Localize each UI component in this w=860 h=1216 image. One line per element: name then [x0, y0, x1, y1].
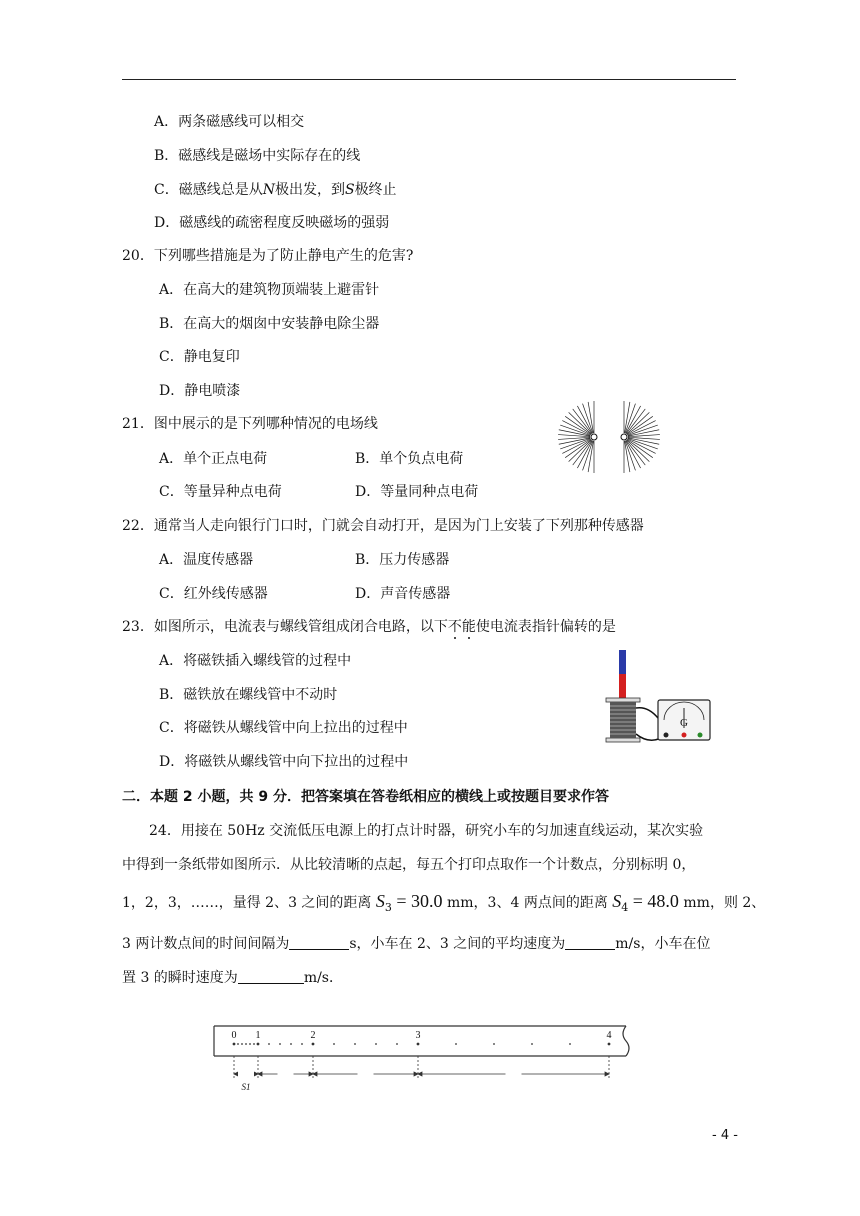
field-line — [569, 412, 592, 434]
tape-dot — [455, 1043, 457, 1045]
field-line — [627, 412, 650, 434]
field-line — [569, 440, 592, 462]
q19-option-a: A．两条磁感线可以相交 — [154, 114, 305, 130]
solenoid — [606, 698, 640, 742]
label-bg — [278, 1068, 294, 1080]
tape-label: 3 — [415, 1030, 421, 1041]
meter-label: G — [680, 717, 688, 729]
q20-stem: 20．下列哪些措施是为了防止静电产生的危害? — [122, 248, 414, 264]
tape-dot — [301, 1043, 303, 1045]
q22-option-b: B．压力传感器 — [355, 552, 450, 568]
q20-option-b: B．在高大的烟囱中安装静电除尘器 — [159, 316, 380, 332]
q19-option-c: C．磁感线总是从N极出发，到S极终止 — [154, 182, 397, 198]
span-label: S1 — [241, 1082, 251, 1092]
arrow-head — [418, 1072, 422, 1076]
tape-label: 2 — [310, 1030, 316, 1041]
tape-dot — [569, 1043, 571, 1045]
tape-dot — [375, 1043, 377, 1045]
section-2-heading: 二．本题 2 小题，共 9 分．把答案填在答卷纸相应的横线上或按题目要求作答 — [122, 789, 609, 805]
field-line — [588, 402, 593, 433]
tape-label: 0 — [231, 1030, 237, 1041]
q24-line-2: 中得到一条纸带如图所示．从比较清晰的点起，每五个打印点取作一个计数点，分别标明 0， — [122, 857, 696, 873]
q21-stem: 21．图中展示的是下列哪种情况的电场线 — [122, 416, 378, 432]
tape-label: 4 — [606, 1030, 612, 1041]
tape-dot — [268, 1043, 270, 1045]
q22-option-a: A．温度传感器 — [159, 552, 254, 568]
charge-left — [591, 434, 597, 440]
galvanometer — [658, 700, 710, 740]
field-line — [560, 438, 590, 448]
s4-formula: $S_4 = 48.0$ — [612, 891, 679, 914]
solenoid-circuit-figure — [596, 648, 716, 748]
emphasis-not: 不能 — [447, 619, 476, 635]
q20-option-a: A．在高大的建筑物顶端装上避雷针 — [159, 282, 380, 298]
q21-option-b: B．单个负点电荷 — [355, 451, 464, 467]
label-bg — [238, 1068, 254, 1080]
field-line — [625, 441, 630, 472]
field-line — [625, 402, 630, 433]
tape-dot — [354, 1043, 356, 1045]
tape-dot — [396, 1043, 398, 1045]
header-rule — [122, 79, 736, 80]
tape-dot — [290, 1043, 292, 1045]
q24-line-3: 1，2，3，……，量得 2、3 之间的距离 $S_3 = 30.0$ mm，3、4 两点间的距离 $S_4 = 48.0$ mm，则 2、 — [122, 891, 766, 914]
wire-top — [636, 708, 658, 718]
tape-label: 1 — [255, 1030, 261, 1041]
magnet-north — [619, 650, 626, 674]
arrow-head — [258, 1072, 262, 1076]
q21-option-c: C．等量异种点电荷 — [159, 484, 282, 500]
q23-option-c: C．将磁铁从螺线管中向上拉出的过程中 — [159, 720, 408, 736]
tape-dot — [493, 1043, 495, 1045]
field-line — [628, 438, 658, 448]
tape-dot — [531, 1043, 533, 1045]
arrow-head — [313, 1072, 317, 1076]
count-point — [608, 1043, 611, 1046]
q24-line-5: 置 3 的瞬时速度为 m/s． — [122, 970, 343, 986]
count-point — [417, 1043, 420, 1046]
label-bg — [506, 1068, 522, 1080]
tape-dot — [249, 1043, 251, 1045]
q22-option-d: D．声音传感器 — [355, 586, 451, 602]
answer-blank-instant-velocity[interactable] — [238, 969, 304, 984]
answer-blank-avg-velocity[interactable] — [565, 935, 615, 950]
q22-option-c: C．红外线传感器 — [159, 586, 268, 602]
tape-dot — [241, 1043, 243, 1045]
q20-option-c: C．静电复印 — [159, 349, 240, 365]
field-line — [588, 441, 593, 472]
q20-option-d: D．静电喷漆 — [159, 383, 241, 399]
charge-right — [621, 434, 627, 440]
tape-strip — [214, 1026, 629, 1056]
q24-line-1: 24．用接在 50Hz 交流低压电源上的打点计时器，研究小车的匀加速直线运动，某次实验 — [149, 823, 704, 839]
paper-tape-figure — [212, 1018, 632, 1104]
field-line — [628, 425, 658, 435]
q24-line-4: 3 两计数点间的时间间隔为 s，小车在 2、3 之间的平均速度为 m/s，小车在位 — [122, 936, 711, 952]
count-point — [257, 1043, 260, 1046]
tape-dot — [333, 1043, 335, 1045]
field-line — [627, 440, 650, 462]
field-line — [560, 425, 590, 435]
magnet-south — [619, 674, 626, 700]
q19-option-d: D．磁感线的疏密程度反映磁场的强弱 — [154, 215, 390, 231]
count-point — [312, 1043, 315, 1046]
tape-dot — [279, 1043, 281, 1045]
q22-stem: 22．通常当人走向银行门口时，门就会自动打开，是因为门上安装了下列那种传感器 — [122, 518, 644, 534]
arrow-head — [234, 1072, 238, 1076]
q21-option-a: A．单个正点电荷 — [159, 451, 268, 467]
tape-dot — [237, 1043, 239, 1045]
s3-formula: $S_3 = 30.0$ — [375, 891, 443, 914]
count-point — [233, 1043, 236, 1046]
field-lines-figure — [548, 393, 668, 479]
answer-blank-interval[interactable] — [289, 935, 349, 950]
q23-stem: 23．如图所示，电流表与螺线管组成闭合电路，以下不能使电流表指针偏转的是 — [122, 619, 616, 635]
q23-option-b: B．磁铁放在螺线管中不动时 — [159, 687, 338, 703]
tape-dot — [245, 1043, 247, 1045]
q19-option-b: B．磁感线是磁场中实际存在的线 — [154, 148, 361, 164]
arrow-head — [605, 1072, 609, 1076]
tape-dot — [253, 1043, 255, 1045]
label-bg — [358, 1068, 374, 1080]
page-number: - 4 - — [712, 1128, 738, 1143]
q21-option-d: D．等量同种点电荷 — [355, 484, 479, 500]
q23-option-a: A．将磁铁插入螺线管的过程中 — [159, 653, 352, 669]
q23-option-d: D．将磁铁从螺线管中向下拉出的过程中 — [159, 754, 409, 770]
